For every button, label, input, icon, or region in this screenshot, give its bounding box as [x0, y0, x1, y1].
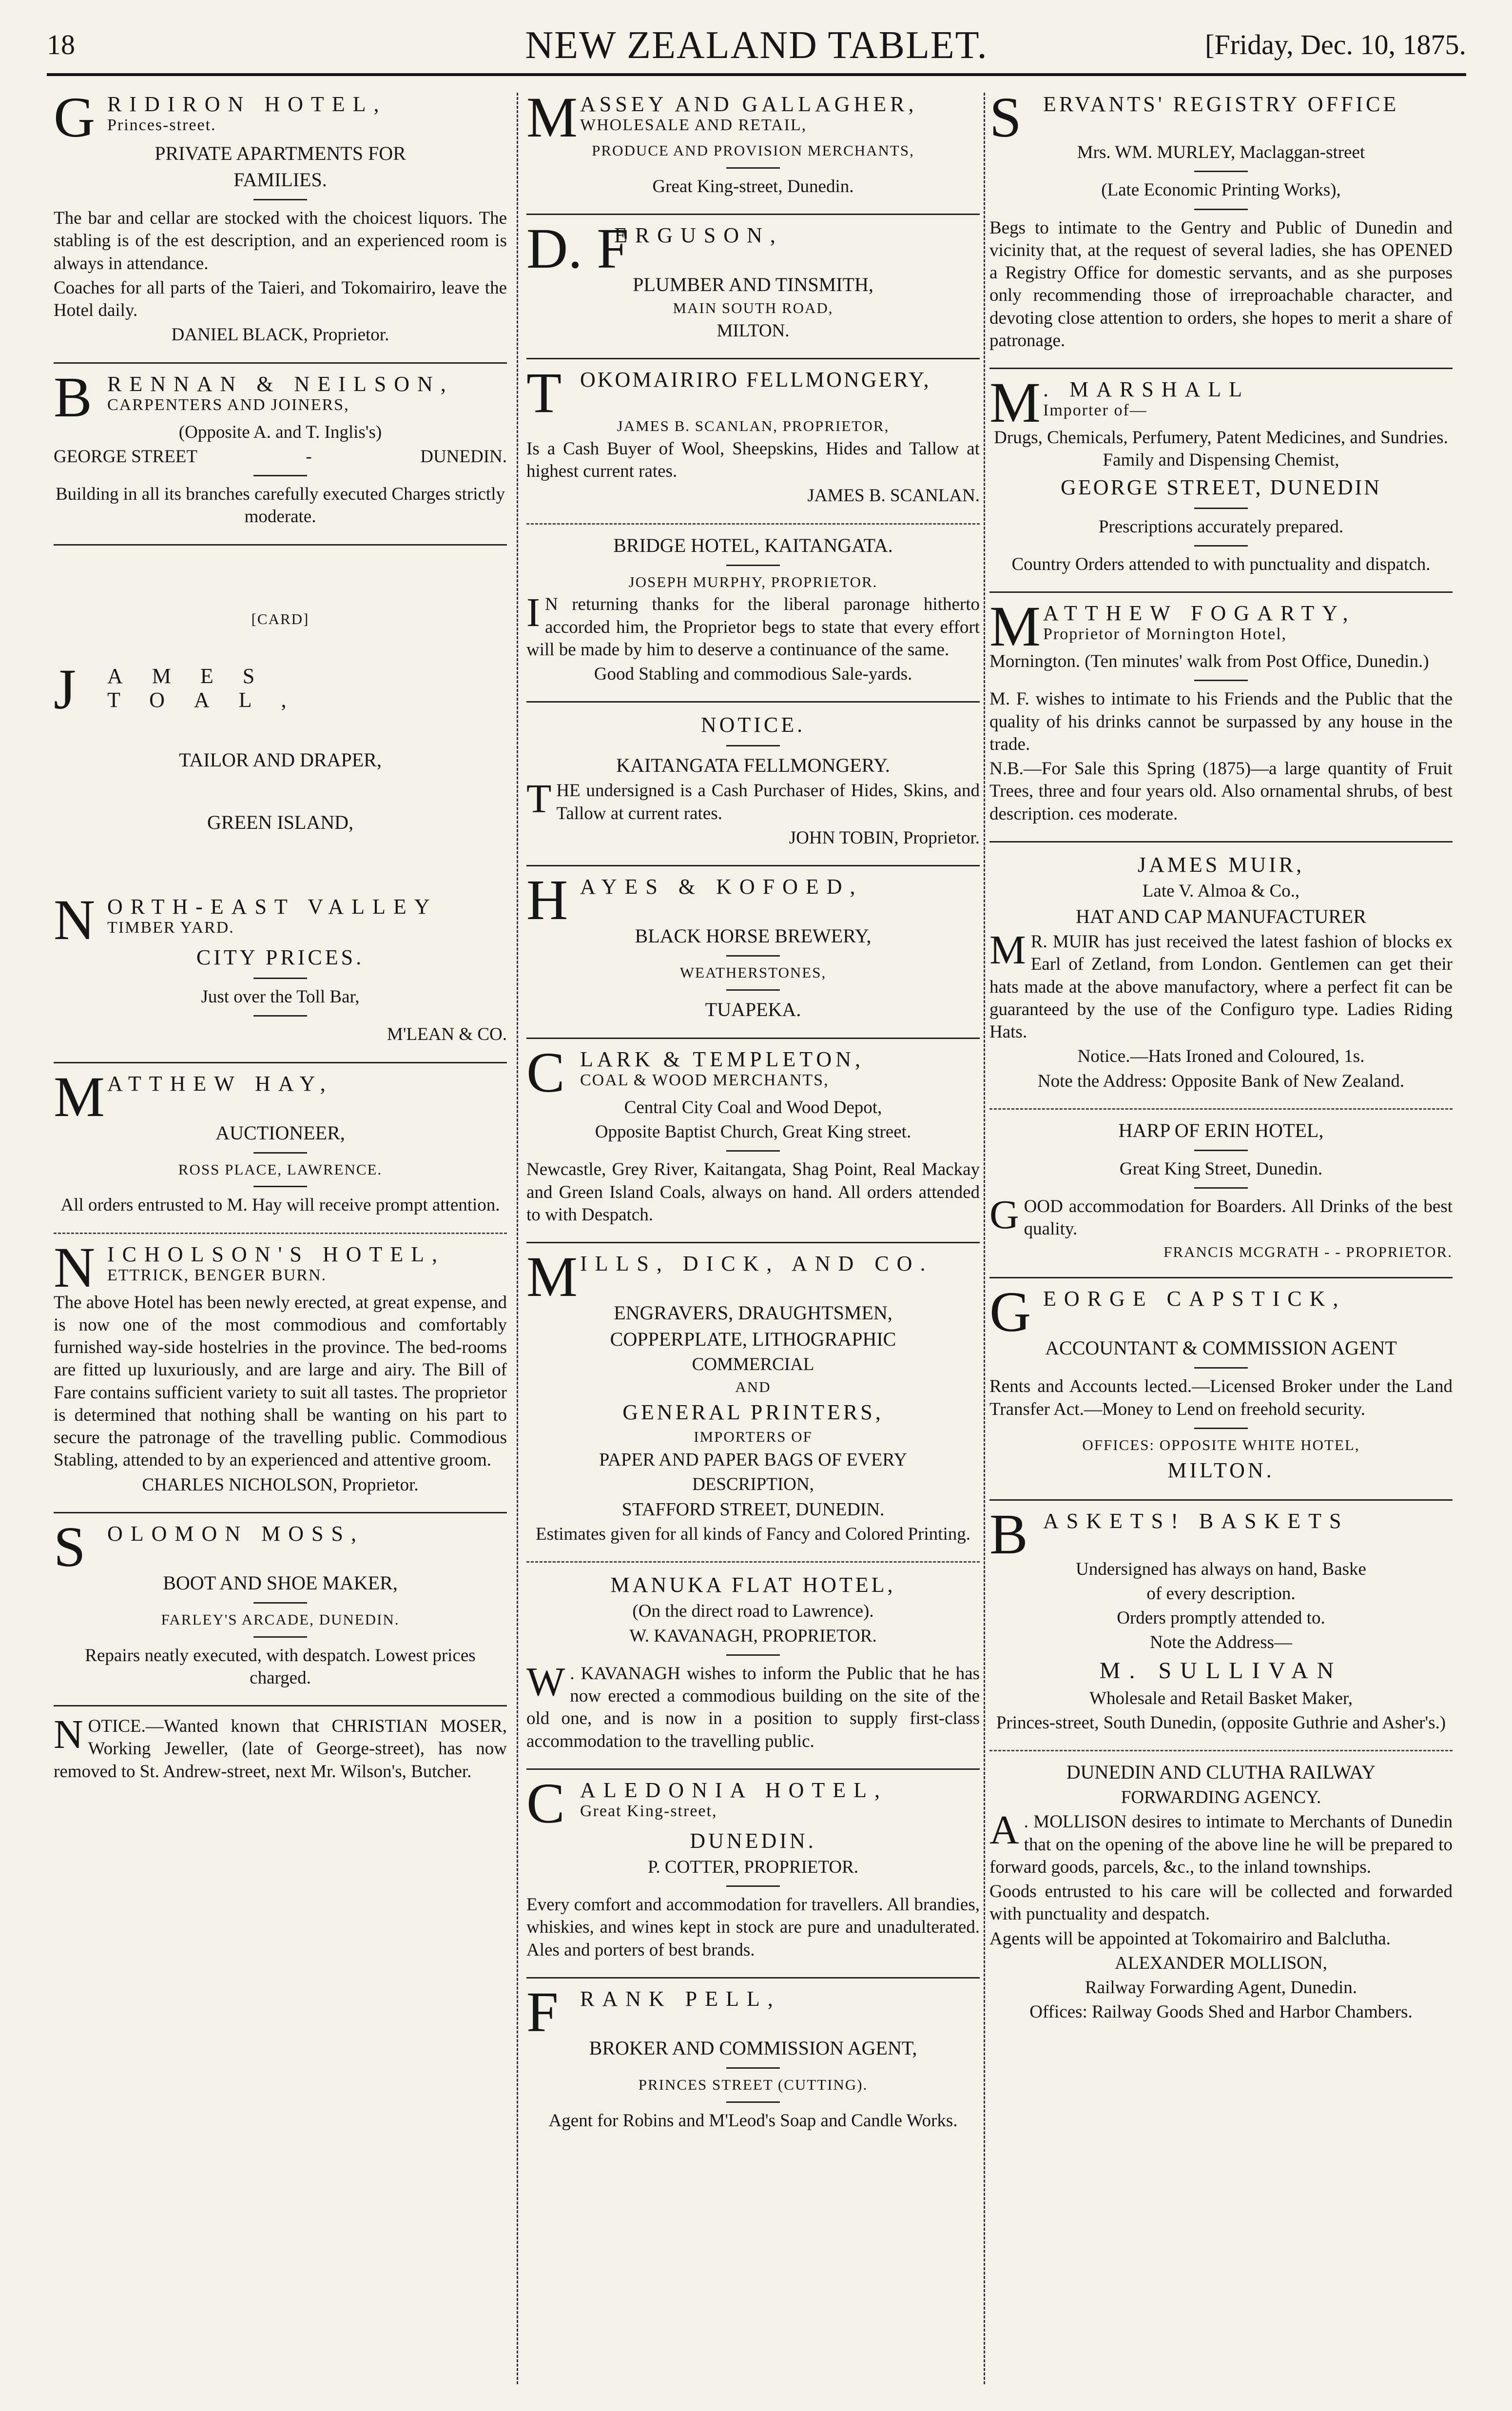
- ad-headline: G RIDIRON HOTEL, Princes-street.: [54, 93, 507, 139]
- ad-headline: B RENNAN & NEILSON, CARPENTERS AND JOINERS,: [54, 365, 454, 429]
- ad-frank-pell: F RANK PELL, BROKER AND COMMISSION AGENT, PRINCES STREET (CUTTING). Agent for Robins and M'Leod's Soap and Candle Works.: [526, 1987, 980, 2139]
- column-divider: [984, 93, 985, 2384]
- ad-manuka-flat-hotel: MANUKA FLAT HOTEL, (On the direct road to Lawrence). W. KAVANAGH, PROPRIETOR. W . KAVANAGH wishes to inform the Public that he has now erected a commodious building on the site of the old one, and is now in a position to supply first-class accommodation to the travelling public.: [526, 1573, 980, 1751]
- drop-cap: T: [526, 361, 562, 425]
- drop-cap: G: [54, 93, 96, 149]
- drop-cap: F: [526, 1980, 559, 2044]
- ad-headline: J AMES TOAL,: [54, 657, 316, 722]
- issue-date: [Friday, Dec. 10, 1875.: [1205, 29, 1466, 60]
- ad-caledonia-hotel: C ALEDONIA HOTEL, Great King-street, DUNEDIN. P. COTTER, PROPRIETOR. Every comfort and accommodation for travellers. All brandies, whiskies, and wines kept in stock are pure and unadulterated. Ales and porters of best brands.: [526, 1771, 980, 1960]
- ad-headline: S OLOMON MOSS,: [54, 1514, 364, 1579]
- ad-headline: B ASKETS! BASKETS: [989, 1502, 1349, 1566]
- ad-headline: M . MARSHALL Importer of—: [989, 371, 1250, 434]
- drop-cap: B: [989, 1502, 1028, 1566]
- ad-tokomairiro-fellmongery: T OKOMAIRIRO FELLMONGERY, JAMES B. SCANLAN, PROPRIETOR, Is a Cash Buyer of Wool, Sheepskins, Hides and Tallow at highest current rates. JAMES B. SCANLAN.: [526, 361, 980, 506]
- drop-cap: A: [989, 1807, 1019, 1853]
- drop-cap: S: [54, 1514, 86, 1579]
- ad-brennan-neilson: B RENNAN & NEILSON, CARPENTERS AND JOINERS, (Opposite A. and T. Inglis's) GEORGE STREET - DUNEDIN. Building in all its branches carefully executed Charges strictly moderate.: [54, 365, 507, 527]
- header-rule: [47, 73, 1466, 76]
- drop-cap: N: [54, 888, 96, 952]
- column-3: [989, 93, 1453, 2384]
- ad-clark-templeton: C LARK & TEMPLETON, COAL & WOOD MERCHANTS, Central City Coal and Wood Depot, Opposite Baptist Church, Great King street. Newcastle, Grey River, Kaitangata, Shag Point, Real Mackay and Green Island Coals, always on hand. All orders attended to with Despatch.: [526, 1040, 980, 1225]
- ad-railway-agency: DUNEDIN AND CLUTHA RAILWAY FORWARDING AGENCY. A . MOLLISON desires to intimate to Merchants of Dunedin that on the opening of the above line he will be prepared to forward goods, parcels, &c., to the inland townships. Goods entrusted to his care will be collected and forwarded with punctuality and despatch. Agents will be appointed at Tokomairiro and Balclutha. ALEXANDER MOLLISON, Railway Forwarding Agent, Dunedin. Offices: Railway Goods Shed and Harbor Chambers.: [989, 1761, 1453, 2022]
- ad-mills-dick: M ILLS, DICK, AND CO. ENGRAVERS, DRAUGHTSMEN, COPPERPLATE, LITHOGRAPHIC COMMERCIAL AND GENERAL PRINTERS, IMPORTERS OF PAPER AND PAPER BAGS OF EVERY DESCRIPTION, STAFFORD STREET, DUNEDIN. Estimates given for all kinds of Fancy and Colored Printing.: [526, 1252, 980, 1552]
- drop-cap: G: [989, 1192, 1019, 1237]
- newspaper-title: NEW ZEALAND TABLET.: [525, 24, 988, 67]
- ad-headline: C LARK & TEMPLETON, COAL & WOOD MERCHANTS,: [526, 1040, 864, 1104]
- ad-james-muir: JAMES MUIR, Late V. Almoa & Co., HAT AND CAP MANUFACTURER M R. MUIR has just received the latest fashion of blocks ex Earl of Zetland, from London. Gentlemen can get their hats made at the above manufactory, where a perfect fit can be guaranteed by the use of the Configuro type. Ladies Riding Hats. Notice.—Hats Ironed and Coloured, 1s. Note the Address: Opposite Bank of New Zealand.: [989, 852, 1453, 1091]
- ad-notice-moser: NOTICE.—Wanted known that CHRISTIAN MOSER, Working Jeweller, (late of George-street), has now removed to St. Andrew-street, next Mr. Wilson's, Butcher.: [54, 1712, 507, 1782]
- ad-headline: T OKOMAIRIRO FELLMONGERY,: [526, 361, 931, 425]
- ad-gridiron-hotel: G RIDIRON HOTEL, Princes-street. PRIVATE APARTMENTS FOR FAMILIES. The bar and cellar are stocked with the choicest liquors. The stabling is of the est description, and an experienced room is always in attendance. Coaches for all parts of the Taieri, and Tokomairiro, leave the Hotel daily. DANIEL BLACK, Proprietor.: [54, 93, 507, 353]
- ad-headline: M ASSEY AND GALLAGHER, WHOLESALE AND RETAIL,: [526, 93, 980, 139]
- ad-headline: M ATTHEW FOGARTY, Proprietor of Mornington Hotel,: [989, 594, 1356, 658]
- ad-headline: D. F ERGUSON,: [526, 216, 783, 280]
- ad-headline: C ALEDONIA HOTEL, Great King-street,: [526, 1771, 888, 1835]
- drop-cap: T: [526, 776, 552, 822]
- ad-harp-of-erin: HARP OF ERIN HOTEL, Great King Street, Dunedin. GOOD accommodation for Boarders. All Drinks of the best quality. FRANCIS MCGRATH - - PROPRIETOR.: [989, 1119, 1453, 1260]
- ad-headline: M ATTHEW HAY,: [54, 1064, 333, 1129]
- ad-hayes-kofoed: H AYES & KOFOED, BLACK HORSE BREWERY, WEATHERSTONES, TUAPEKA.: [526, 875, 980, 1029]
- page-number: 18: [47, 29, 75, 60]
- ad-headline: F RANK PELL,: [526, 1980, 781, 2044]
- drop-cap: G: [989, 1280, 1031, 1344]
- drop-cap: W: [526, 1659, 565, 1705]
- drop-cap: M: [989, 371, 1041, 434]
- column-2: [526, 93, 980, 2384]
- drop-cap: H: [526, 868, 568, 932]
- ad-kaitangata-notice: NOTICE. KAITANGATA FELLMONGERY. THE undersigned is a Cash Purchaser of Hides, Skins, and Tallow at current rates. JOHN TOBIN, Proprietor.: [526, 713, 980, 848]
- ad-headline: H AYES & KOFOED,: [526, 868, 863, 932]
- ad-bridge-hotel: BRIDGE HOTEL, KAITANGATA. JOSEPH MURPHY, PROPRIETOR. I N returning thanks for the liberal paronage hitherto accorded him, the Proprietor begs to state that every effort will be made by him to deserve a continuance of the same. Good Stabling and commodious Sale-yards.: [526, 534, 980, 684]
- ad-headline: M ILLS, DICK, AND CO.: [526, 1245, 933, 1309]
- ad-solomon-moss: S OLOMON MOSS, BOOT AND SHOE MAKER, FARLEY'S ARCADE, DUNEDIN. Repairs neatly executed, with despatch. Lowest prices charged.: [54, 1522, 507, 1696]
- page-header: [47, 21, 1466, 75]
- drop-cap: C: [526, 1040, 565, 1104]
- drop-cap: S: [989, 93, 1022, 149]
- drop-cap: I: [526, 590, 540, 636]
- ad-d-ferguson: D. F ERGUSON, PLUMBER AND TINSMITH, MAIN SOUTH ROAD, MILTON.: [526, 224, 980, 349]
- drop-cap: N: [54, 1712, 83, 1758]
- ad-headline: N ORTH-EAST VALLEY TIMBER YARD.: [54, 888, 438, 952]
- drop-cap: M: [54, 1064, 105, 1129]
- ad-servants-registry: S ERVANTS' REGISTRY OFFICE Mrs. WM. MURLEY, Maclaggan-street (Late Economic Printing Works), Begs to intimate to the Gentry and Public of Dunedin and vicinity that, at the request of several ladies, she has OPENED a Registry Office for domestic servants, and as she purposes only recommending those of irreproachable character, and devoting close attention to orders, she hopes to merit a share of patronage.: [989, 93, 1453, 359]
- column-1: [54, 93, 507, 2384]
- ad-headline: S ERVANTS' REGISTRY OFFICE: [989, 93, 1453, 139]
- drop-cap: M: [989, 927, 1026, 973]
- drop-cap: C: [526, 1771, 565, 1835]
- ad-massey-gallagher: M ASSEY AND GALLAGHER, WHOLESALE AND RETAIL, PRODUCE AND PROVISION MERCHANTS, Great King-street, Dunedin.: [526, 93, 980, 205]
- drop-cap: J: [54, 657, 76, 722]
- ad-north-east-valley: N ORTH-EAST VALLEY TIMBER YARD. CITY PRICES. Just over the Toll Bar, M'LEAN & CO.: [54, 888, 507, 1045]
- drop-cap: M: [526, 93, 578, 149]
- ad-nicholsons-hotel: N ICHOLSON'S HOTEL, ETTRICK, BENGER BURN. The above Hotel has been newly erected, at great expense, and is now one of the most commodious and comfortably furnished way-side hostelries in the province. The bed-rooms are fitted up luxuriously, and are large and airy. The Bill of Fare contains sufficient variety to suit all tastes. The proprietor is determined that nothing shall be wanting on his part to secure the patronage of the travelling public. Commodious Stabling, attended to by an experienced and attentive groom. CHARLES NICHOLSON, Proprietor.: [54, 1235, 507, 1495]
- drop-cap: N: [54, 1235, 96, 1299]
- ad-headline: N ICHOLSON'S HOTEL, ETTRICK, BENGER BURN.: [54, 1235, 446, 1299]
- ad-matthew-fogarty: M ATTHEW FOGARTY, Proprietor of Mornington Hotel, Mornington. (Ten minutes' walk from Post Office, Dunedin.) M. F. wishes to intimate to his Friends and the Public that the quality of his drinks cannot be surpassed by any house in the trade. N.B.—For Sale this Spring (1875)—a large quantity of Fruit Trees, three and four years old. Also ornamental shrubs, of best description. ces moderate.: [989, 594, 1453, 824]
- column-divider: [517, 93, 518, 2384]
- ad-george-capstick: G EORGE CAPSTICK, ACCOUNTANT & COMMISSION AGENT Rents and Accounts lected.—Licensed Broker under the Land Transfer Act.—Money to Lend on freehold security. OFFICES: OPPOSITE WHITE HOTEL, MILTON.: [989, 1280, 1453, 1482]
- drop-cap: M: [989, 594, 1041, 658]
- ad-baskets: B ASKETS! BASKETS Undersigned has always on hand, Baske of every description. Orders promptly attended to. Note the Address— M. SULLIVAN Wholesale and Retail Basket Maker, Princes-street, South Dunedin, (opposite Guthrie and Asher's.): [989, 1509, 1453, 1742]
- ad-james-toal: [CARD] J AMES TOAL, TAILOR AND DRAPER, GREEN ISLAND,: [54, 554, 507, 896]
- ad-matthew-hay: M ATTHEW HAY, AUCTIONEER, ROSS PLACE, LAWRENCE. All orders entrusted to M. Hay will receive prompt attention.: [54, 1072, 507, 1224]
- ad-m-marshall: M . MARSHALL Importer of— Drugs, Chemicals, Perfumery, Patent Medicines, and Sundries. Family and Dispensing Chemist, GEORGE STREET, DUNEDIN Prescriptions accurately prepared. Country Orders attended to with punctuality and dispatch.: [989, 378, 1453, 583]
- drop-cap: D. F: [526, 216, 629, 280]
- ad-headline: G EORGE CAPSTICK,: [989, 1280, 1346, 1344]
- drop-cap: B: [54, 365, 92, 429]
- drop-cap: M: [526, 1245, 578, 1309]
